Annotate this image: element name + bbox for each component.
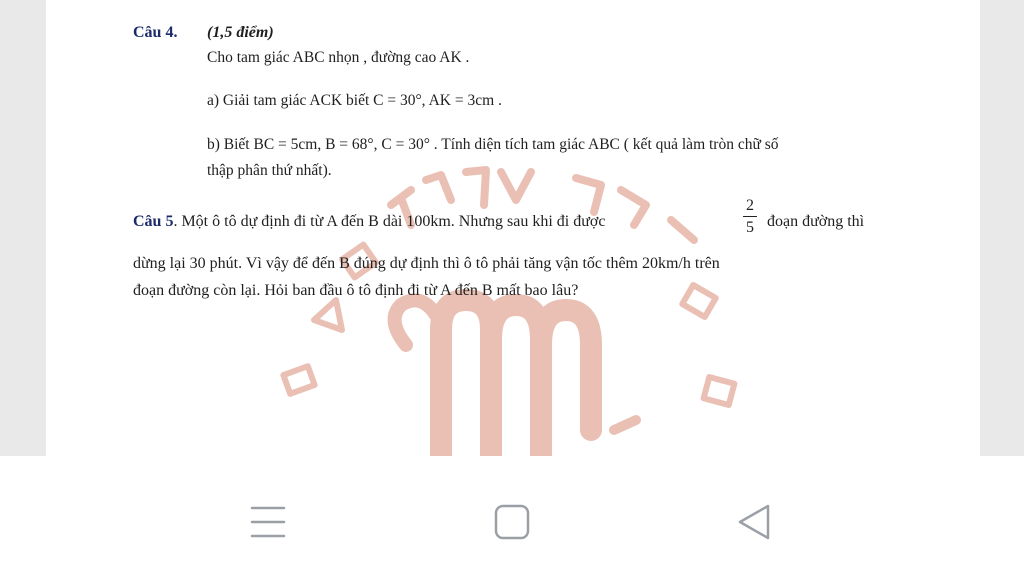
question-4-label: Câu 4. <box>133 24 178 41</box>
home-icon <box>492 502 532 542</box>
question-5-line-2: dừng lại 30 phút. Vì vậy để đến B đúng dự định thì ô tô phải tăng vận tốc thêm 20km/h trên <box>133 255 720 272</box>
recent-apps-icon <box>248 502 288 542</box>
fraction-two-fifths <box>743 196 757 237</box>
question-5-line-1-tail: đoạn đường thì <box>767 213 865 230</box>
question-4-points: (1,5 điểm) <box>207 24 274 41</box>
right-margin <box>980 0 1024 456</box>
fraction-denominator: 5 <box>746 219 754 236</box>
question-4-part-b-line-2: thập phân thứ nhất). <box>207 162 332 179</box>
home-button[interactable] <box>482 500 542 544</box>
fraction-bar <box>743 216 757 217</box>
question-5-label: Câu 5 <box>133 213 174 230</box>
back-button[interactable] <box>724 500 784 544</box>
fraction-numerator: 2 <box>746 197 754 214</box>
question-4-intro: Cho tam giác ABC nhọn , đường cao AK . <box>207 49 470 66</box>
document-page[interactable] <box>46 0 980 456</box>
back-icon <box>734 502 774 542</box>
navigation-bar <box>0 456 1024 576</box>
question-5-line-3: đoạn đường còn lại. Hỏi ban đầu ô tô định đi từ A đến B mất bao lâu? <box>133 282 579 299</box>
question-4-part-b-line-1: b) Biết BC = 5cm, B = 68°, C = 30° . Tính diện tích tam giác ABC ( kết quả làm tròn chữ số <box>207 136 779 153</box>
question-4-part-a: a) Giải tam giác ACK biết C = 30°, AK = 3cm . <box>207 92 502 109</box>
recent-apps-button[interactable] <box>238 500 298 544</box>
left-margin <box>0 0 46 456</box>
question-5-line-1: . Một ô tô dự định đi từ A đến B dài 100km. Nhưng sau khi đi được <box>173 213 606 230</box>
